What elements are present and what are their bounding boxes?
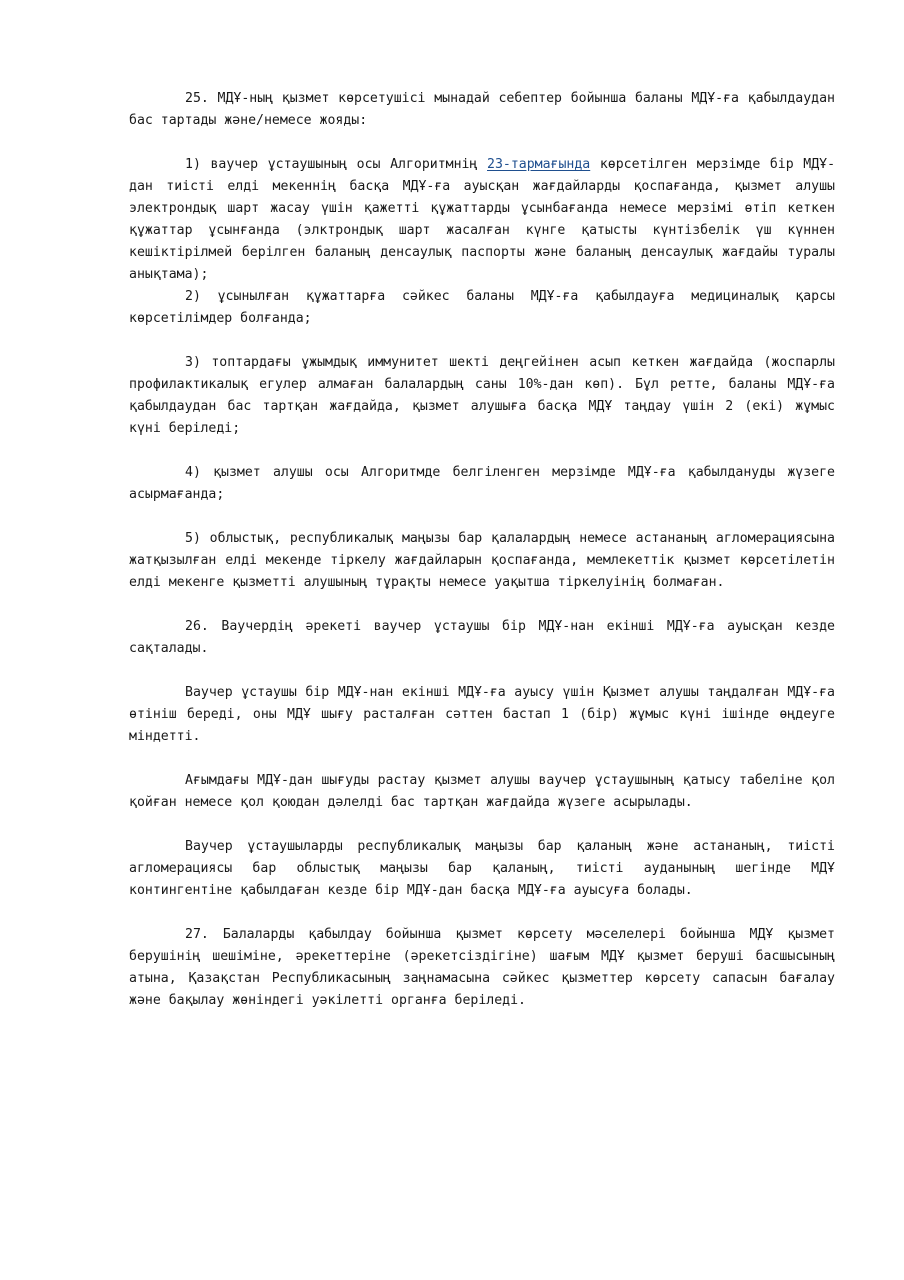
list-item-3: 3) топтардағы ұжымдық иммунитет шекті деңгейінен асып кеткен жағдайда (жоспарлы профилактикалық егулер алмаған балалардың саны 10%-дан көп). Бұл ретте, баланы МДҰ-ға қабылдаудан бас тартқан жағдайда, қызмет алушыға басқа МДҰ таңдау үшін 2 (екі) жұмыс күні беріледі; xyxy=(129,355,835,436)
list-item-2: 2) ұсынылған құжаттарға сәйкес баланы МДҰ-ға қабылдауға медициналық қарсы көрсетілімдер болғанда; xyxy=(129,289,835,326)
paragraph-26: 26. Ваучердің әрекеті ваучер ұстаушы бір МДҰ-нан екінші МДҰ-ға ауысқан кезде сақталады. xyxy=(129,619,835,656)
list-item-1-text-end: көрсетілген мерзімде бір МДҰ-дан тиісті елді мекеннің басқа МДҰ-ға ауысқан жағдайларды қоспағанда, қызмет алушы электрондық шарт жасау үшін қажетті құжаттарды ұсынбағанда немесе мерзімі өтіп кеткен құжаттар ұсынғанда (элктрондық шарт жасалған күнге қатысты күнтізбелік үш күннен кешіктірілмей берілген баланың денсаулық паспорты және баланың денсаулық жағдайы туралы анықтама); xyxy=(129,157,836,282)
paragraph-26-confirmation: Ағымдағы МДҰ-дан шығуды растау қызмет алушы ваучер ұстаушының қатысу табеліне қол қойған немесе қол қоюдан дәлелді бас тартқан жағдайда жүзеге асырылады. xyxy=(129,773,835,810)
spacer xyxy=(129,506,835,528)
list-item-4: 4) қызмет алушы осы Алгоритмде белгіленген мерзімде МДҰ-ға қабылдануды жүзеге асырмағанда; xyxy=(129,465,835,502)
spacer xyxy=(129,440,835,462)
list-item-1 xyxy=(129,154,835,286)
list-item-5: 5) облыстық, республикалық маңызы бар қалалардың немесе астананың агломерациясына жатқызылған елді мекенде тіркелу жағдайларын қоспағанда, мемлекеттік қызмет көрсетілетін елді мекенге қызметті алушының тұрақты немесе уақытша тіркелуінің болмаған. xyxy=(129,531,835,590)
document-page xyxy=(129,88,835,1012)
spacer xyxy=(129,660,835,682)
spacer xyxy=(129,594,835,616)
spacer xyxy=(129,748,835,770)
spacer xyxy=(129,132,835,154)
paragraph-26-transfer: Ваучер ұстаушы бір МДҰ-нан екінші МДҰ-ға ауысу үшін Қызмет алушы таңдалған МДҰ-ға өтініш береді, оны МДҰ шығу расталған сәттен бастап 1 (бір) жұмыс күні ішінде өңдеуге міндетті. xyxy=(129,685,835,744)
spacer xyxy=(129,814,835,836)
clause-23-link[interactable]: 23-тармағында xyxy=(487,157,591,172)
list-item-1-text-start: 1) ваучер ұстаушының осы Алгоритмнің xyxy=(185,157,488,172)
paragraph-27: 27. Балаларды қабылдау бойынша қызмет көрсету мәселелері бойынша МДҰ қызмет берушінің шешіміне, әрекеттеріне (әрекетсіздігіне) шағым МДҰ қызмет беруші басшысының атына, Қазақстан Республикасының заңнамасына сәйкес қызметтер көрсету сапасын бағалау және бақылау жөніндегі уәкілетті органға беріледі. xyxy=(129,927,835,1008)
spacer xyxy=(129,902,835,924)
spacer xyxy=(129,330,835,352)
paragraph-25-intro: 25. МДҰ-ның қызмет көрсетушісі мынадай себептер бойынша баланы МДҰ-ға қабылдаудан бас тартады және/немесе жояды: xyxy=(129,91,835,128)
paragraph-26-holders: Ваучер ұстаушыларды республикалық маңызы бар қаланың және астананың, тиісті агломерациясы бар облыстық маңызы бар қаланың, тиісті ауданының шегінде МДҰ контингентіне қабылдаған кезде бір МДҰ-дан басқа МДҰ-ға ауысуға болады. xyxy=(129,839,835,898)
